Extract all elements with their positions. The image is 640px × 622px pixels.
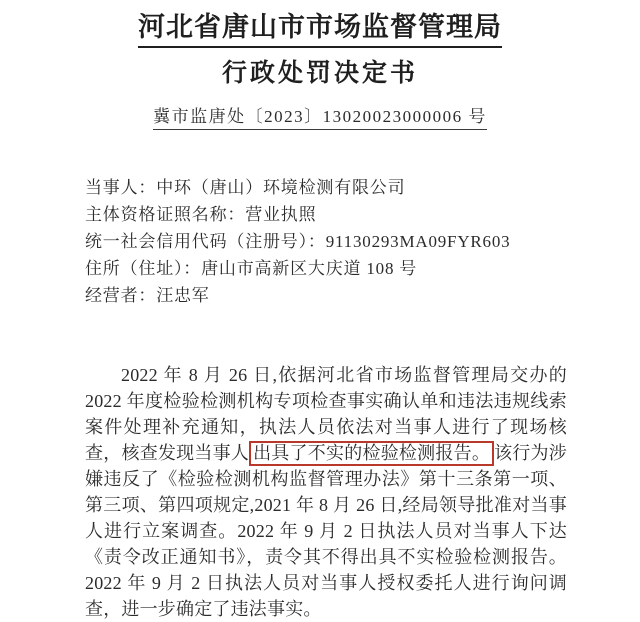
document-type-title: 行政处罚决定书: [221, 59, 418, 87]
highlighted-violation-text: 出具了不实的检验检测报告。: [249, 441, 494, 466]
credit-code-line: 统一社会信用代码（注册号）：91130293MA09FYR603: [85, 232, 511, 251]
case-body-section: [0, 362, 640, 622]
license-type-line: 主体资格证照名称：营业执照: [85, 205, 317, 224]
address-line: 住所（住址）：唐山市高新区大庆道 108 号: [85, 259, 418, 278]
agency-title-text: 河北省唐山市市场监督管理局: [138, 10, 502, 48]
document-number: [0, 105, 640, 130]
operator-line: 经营者：汪忠军: [85, 286, 210, 305]
party-info-section: [0, 174, 640, 309]
document-number-text: 冀市监唐处〔2023〕13020023000006 号: [153, 105, 487, 130]
case-paragraph: [85, 362, 567, 622]
case-text-pre: 2022 年 8 月 26 日,依据河北省市场监督管理局交办的 2022 年度检验检测机构专项检查事实确认单和违法违规线索案件处理补充通知，执法人员依法对当事人进行了现场核查，核查发现当事人: [85, 365, 567, 463]
document-agency-title: [0, 0, 640, 48]
party-name-line: 当事人：中环（唐山）环境检测有限公司: [85, 178, 406, 197]
case-text-post: 该行为涉嫌违反了《检验检测机构监督管理办法》第十三条第一项、第三项、第四项规定,2021 年 8 月 26 日,经局领导批准对当事人进行立案调查。2022 年 9 月 2 日执法人员对当事人下达《责令改正通知书》，责令其不得出具不实检验检测报告。2022 年 9 月 2 日执法人员对当事人授权委托人进行询问调查，进一步确定了违法事实。: [85, 443, 567, 619]
